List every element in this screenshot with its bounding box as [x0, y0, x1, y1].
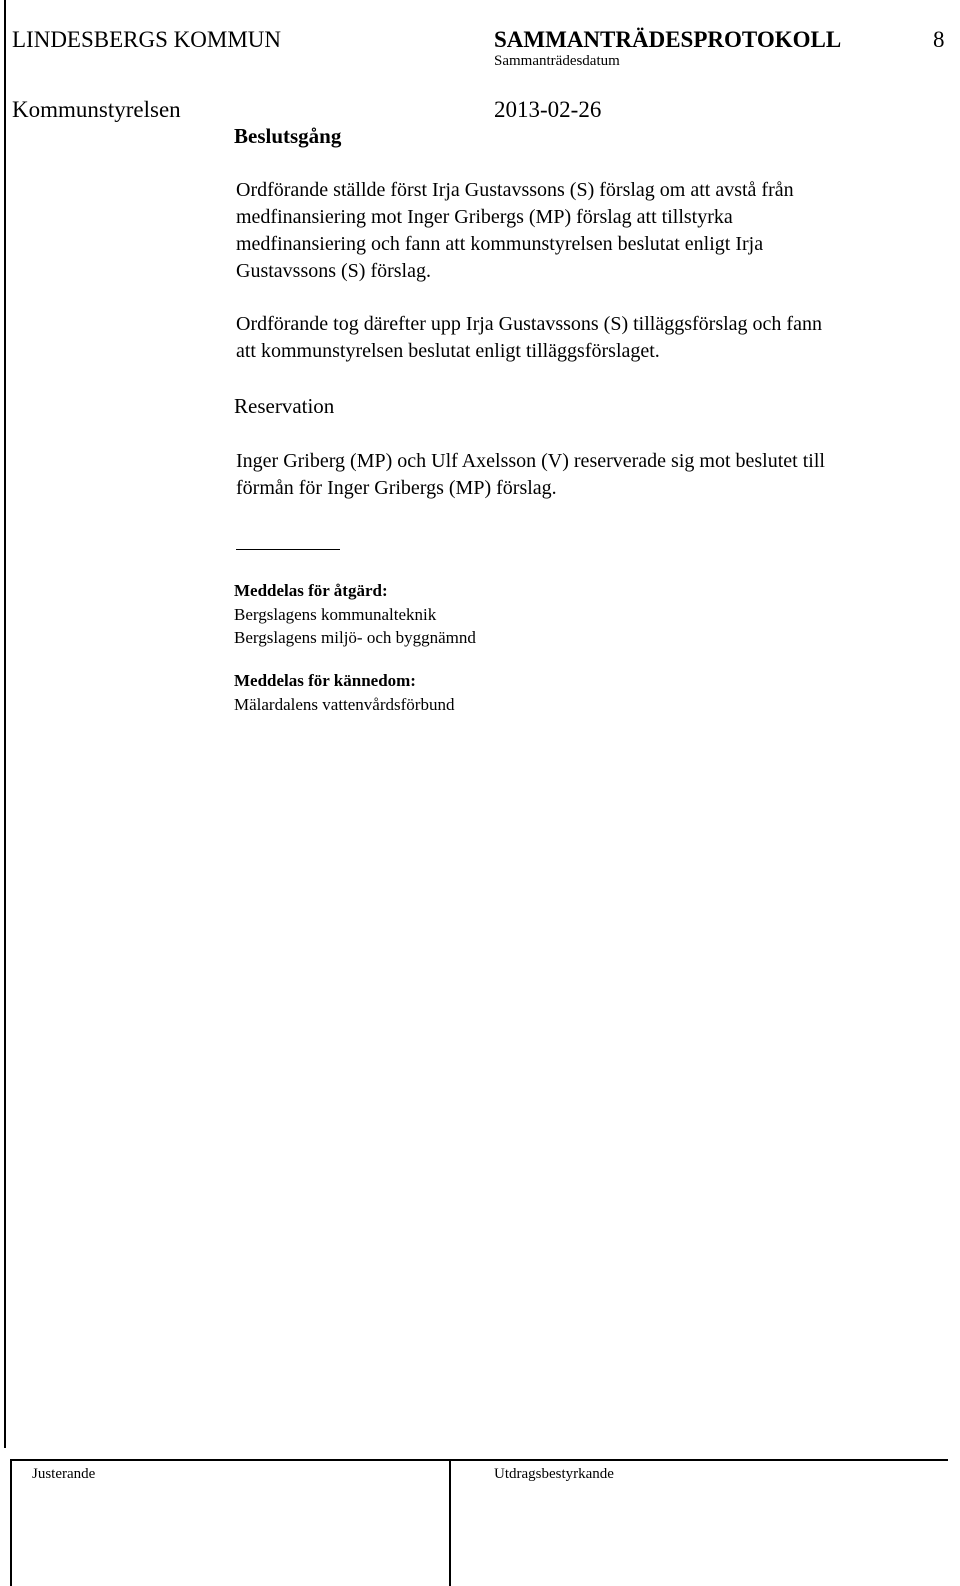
info-heading: Meddelas för kännedom: — [234, 671, 416, 690]
action-heading: Meddelas för åtgärd: — [234, 581, 388, 600]
text-line: medfinansiering och fann att kommunstyrelsen beslutat enligt Irja — [236, 233, 764, 255]
date-label: Sammanträdesdatum — [494, 53, 620, 69]
document-type: SAMMANTRÄDESPROTOKOLL — [494, 27, 842, 52]
section-heading-beslutsgang: Beslutsgång — [234, 124, 342, 148]
meeting-date: 2013-02-26 — [494, 97, 602, 122]
paragraph-reservation — [236, 448, 936, 502]
footer-top-rule — [10, 1459, 948, 1461]
text-line: Gustavssons (S) förslag. — [236, 260, 431, 282]
text-line: Ordförande ställde först Irja Gustavssons (S) förslag om att avstå från — [236, 179, 794, 201]
text-line: förmån för Inger Gribergs (MP) förslag. — [236, 477, 557, 499]
page-number: 8 — [933, 27, 945, 52]
info-item: Mälardalens vattenvårdsförbund — [234, 695, 455, 714]
paragraph-decision-2 — [236, 311, 936, 365]
left-margin-rule — [4, 0, 6, 1448]
separator-rule — [236, 549, 340, 550]
committee-name: Kommunstyrelsen — [12, 97, 181, 122]
action-item: Bergslagens miljö- och byggnämnd — [234, 628, 476, 647]
footer-divider — [449, 1459, 451, 1586]
footer-label-utdragsbestyrkande: Utdragsbestyrkande — [494, 1466, 614, 1482]
action-item: Bergslagens kommunalteknik — [234, 605, 437, 624]
municipality-name: LINDESBERGS KOMMUN — [12, 27, 281, 52]
section-heading-reservation: Reservation — [234, 394, 335, 418]
footer-label-justerande: Justerande — [32, 1466, 96, 1482]
text-line: att kommunstyrelsen beslutat enligt tilläggsförslaget. — [236, 340, 660, 362]
footer-left-edge — [10, 1459, 12, 1586]
text-line: medfinansiering mot Inger Gribergs (MP) förslag att tillstyrka — [236, 206, 733, 228]
text-line: Inger Griberg (MP) och Ulf Axelsson (V) reserverade sig mot beslutet till — [236, 450, 825, 472]
paragraph-decision-1 — [236, 177, 936, 285]
text-line: Ordförande tog därefter upp Irja Gustavssons (S) tilläggsförslag och fann — [236, 313, 822, 335]
